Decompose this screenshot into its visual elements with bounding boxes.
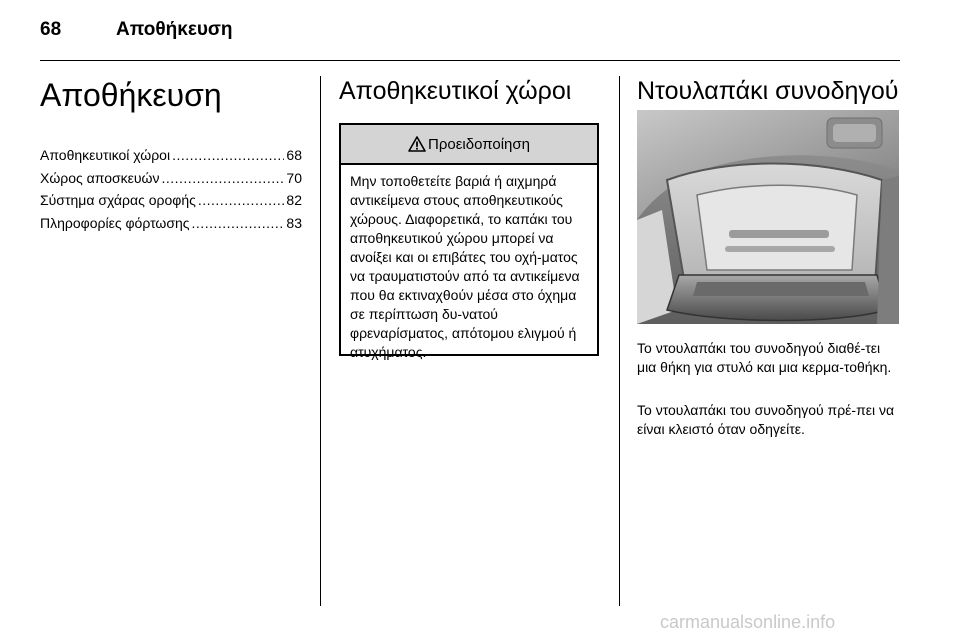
- toc-entry[interactable]: [40, 215, 302, 238]
- section-title-glovebox: Ντουλαπάκι συνοδηγού: [637, 77, 899, 105]
- header-rule: [40, 60, 900, 61]
- running-header-title: Αποθήκευση: [116, 19, 233, 40]
- toc-dot-leader: [198, 192, 285, 208]
- toc-entry-label: Χώρος αποσκευών: [40, 169, 160, 186]
- warning-heading: Προειδοποίηση: [428, 135, 530, 153]
- warning-text: Μην τοποθετείτε βαριά ή αιχμηρά αντικείμενα στους αποθηκευτικούς χώρους. Διαφορετικά, το καπάκι του αποθηκευτικού χώρου μπορεί να ανοίξει και οι επιβάτες του οχή-ματος να τραυματιστούν από τα αντικείμενα που θα εκτιναχθούν μέσα στο όχημα σε περίπτωση δυ-νατού φρεναρίσματος, απότομου ελιγμού ή ατυχήματος.: [350, 173, 580, 360]
- toc-entry-page: 83: [286, 214, 302, 231]
- toc-entry-page: 82: [286, 192, 302, 208]
- chapter-title: Αποθήκευση: [40, 77, 222, 113]
- toc-entry[interactable]: [40, 170, 302, 193]
- warning-triangle-icon: [408, 136, 426, 152]
- warning-box: [339, 123, 599, 360]
- toc-entry[interactable]: [40, 147, 302, 170]
- glovebox-photo: [637, 110, 899, 324]
- column-divider-2: [619, 76, 620, 606]
- warning-header: [341, 125, 597, 165]
- toc-entry-label: Σύστημα σχάρας οροφής: [40, 192, 196, 208]
- toc-entry[interactable]: [40, 192, 302, 215]
- watermark-text: carmanualsonline.info: [660, 612, 836, 632]
- page-number: 68: [40, 19, 62, 40]
- toc-dot-leader: [161, 170, 284, 186]
- section-title-storage: Αποθηκευτικοί χώροι: [339, 77, 572, 105]
- toc-dot-leader: [192, 215, 285, 231]
- toc-entry-label: Πληροφορίες φόρτωσης: [40, 214, 190, 231]
- toc-entry-page: 68: [286, 147, 302, 163]
- glovebox-paragraph-1: Το ντουλαπάκι του συνοδηγού διαθέ-τει μια θήκη για στυλό και μια κερμα-τοθήκη.: [637, 340, 892, 375]
- toc-entry-page: 70: [286, 169, 302, 186]
- column-divider-1: [320, 76, 321, 606]
- toc-dot-leader: [172, 147, 284, 163]
- glovebox-paragraph-2: Το ντουλαπάκι του συνοδηγού πρέ-πει να είναι κλειστό όταν οδηγείτε.: [637, 402, 895, 437]
- toc-entry-label: Αποθηκευτικοί χώροι: [40, 147, 171, 163]
- table-of-contents: [40, 147, 302, 237]
